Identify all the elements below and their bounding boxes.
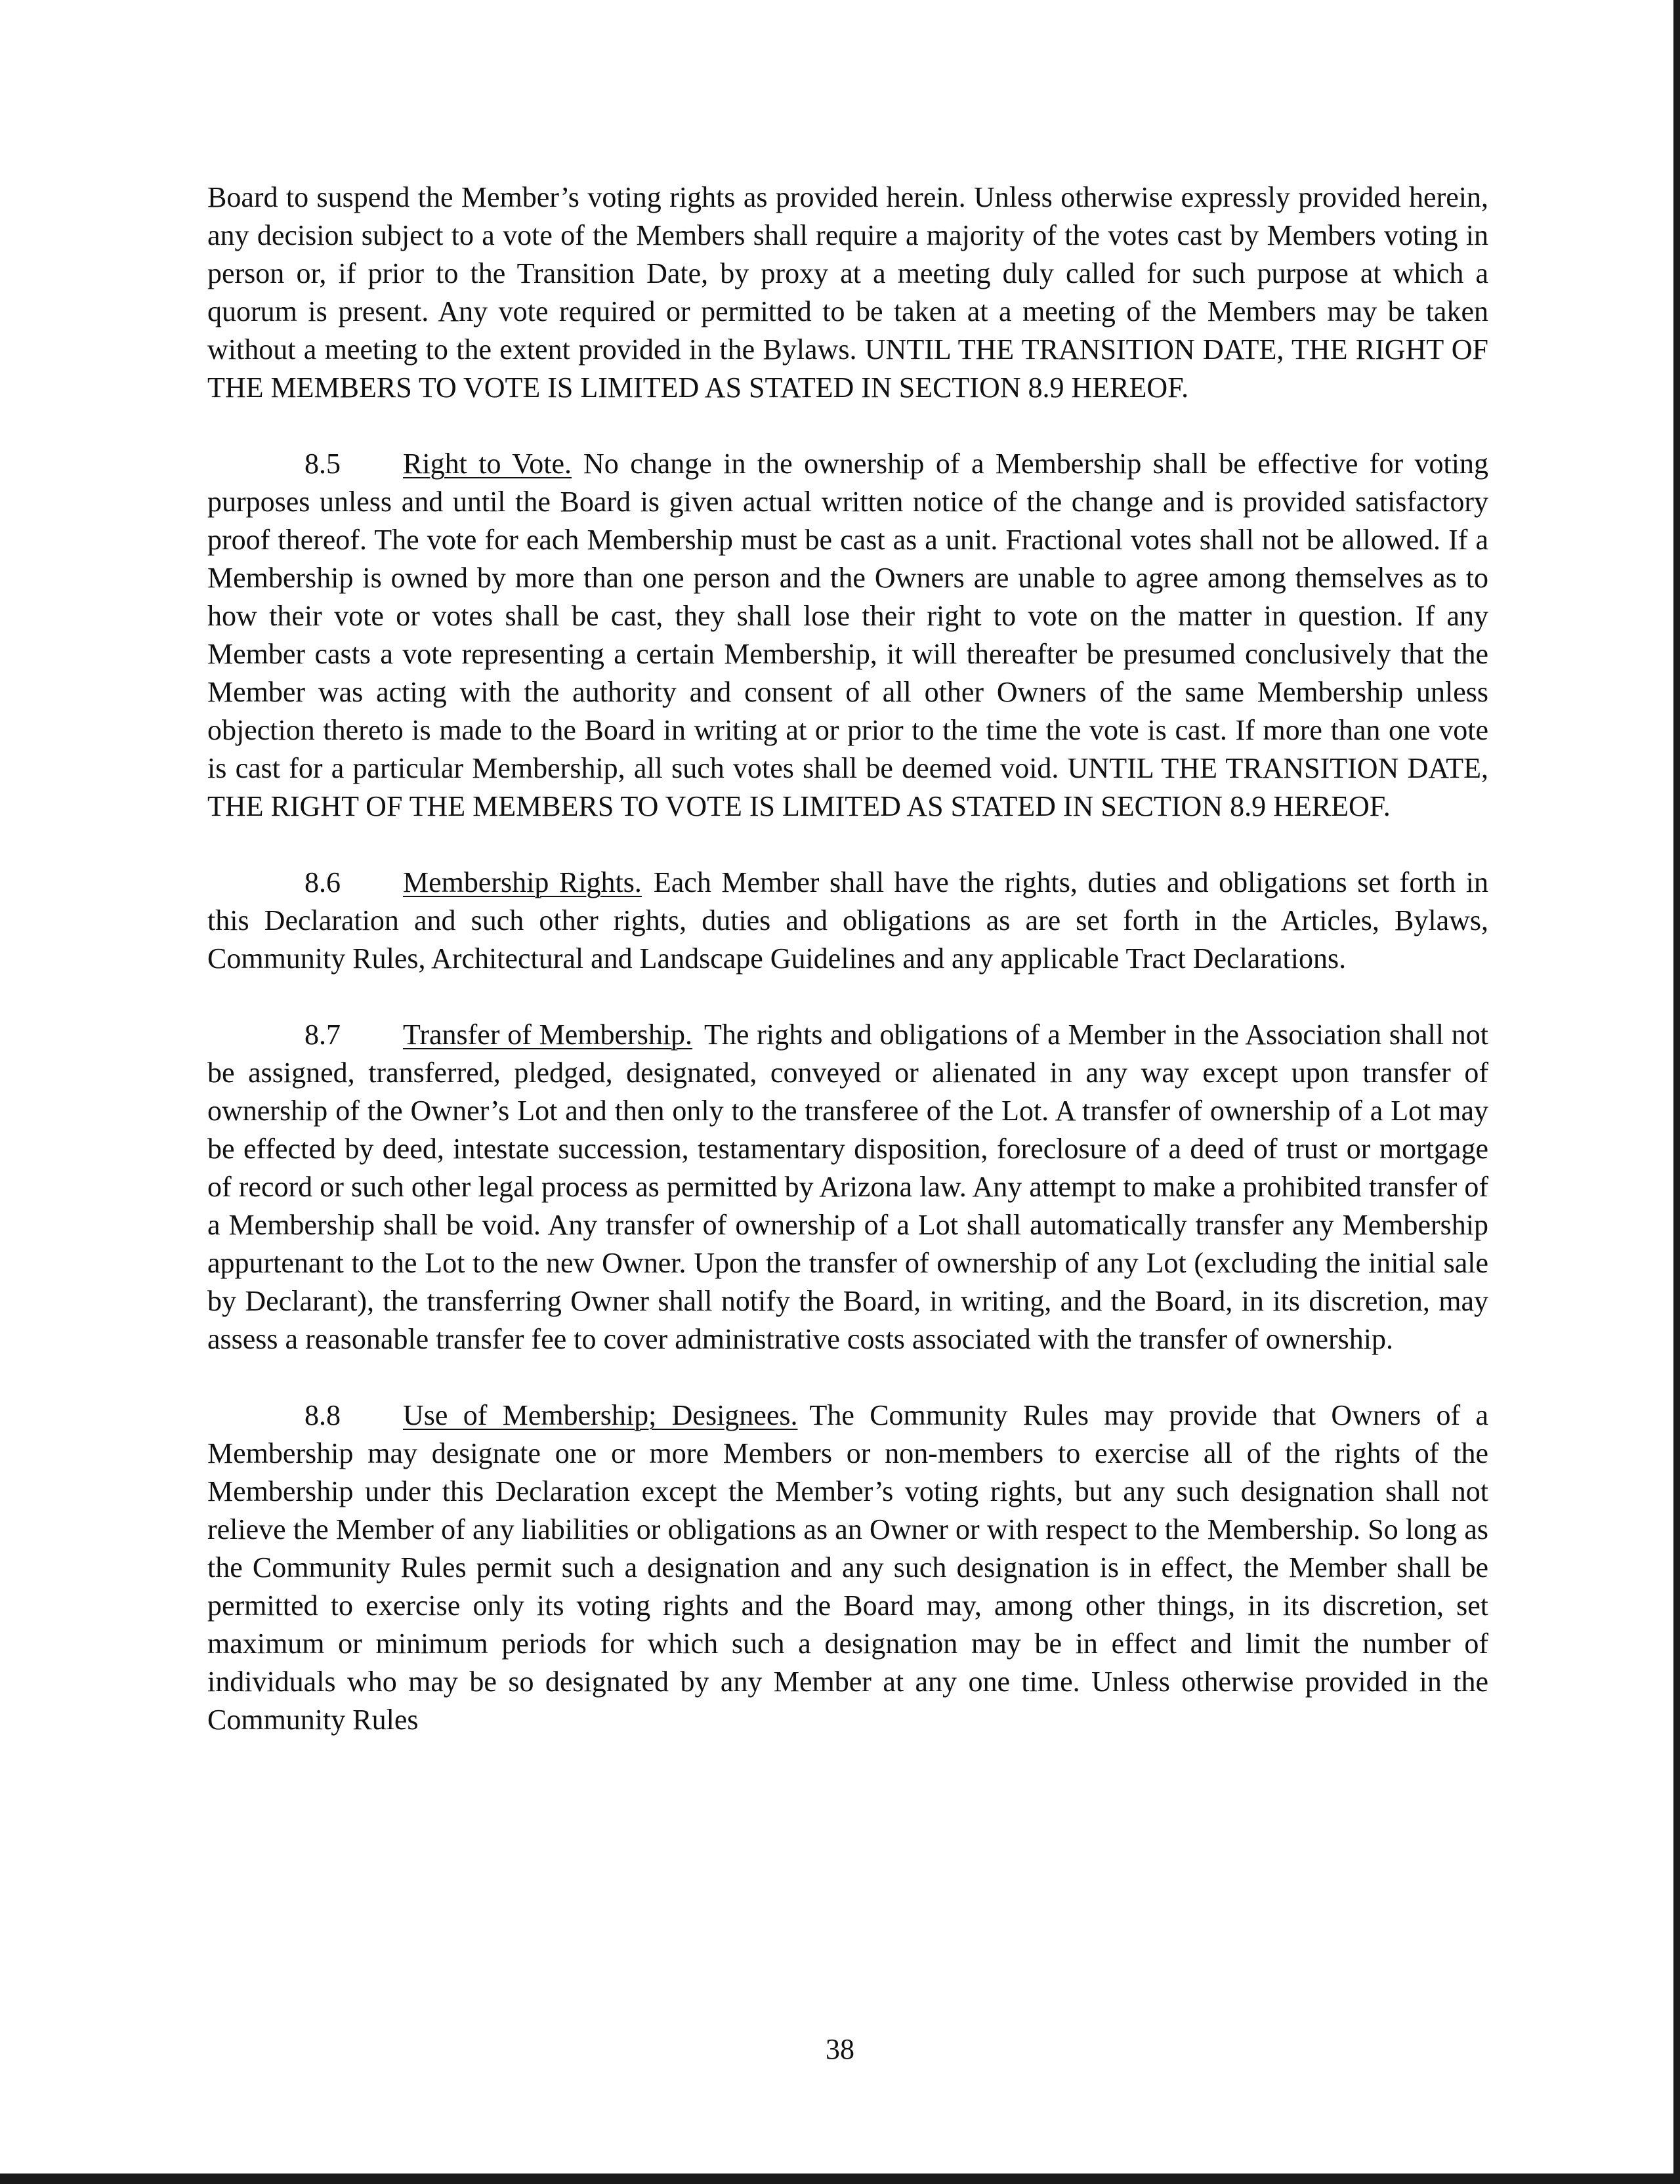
section-title: Right to Vote. [403, 448, 572, 480]
section-number: 8.5 [304, 448, 341, 480]
document-body [207, 178, 1488, 1777]
page-number: 38 [826, 2033, 854, 2065]
section-number: 8.6 [304, 866, 341, 898]
section-title: Transfer of Membership. [403, 1018, 693, 1051]
section-body: Each Member shall have the rights, duties and obligations set forth in this Declaration and such other rights, duties and obligations as are set forth in the Articles, Bylaws, Community Rules, Architectural and Landscape Guidelines and any applicable Tract Declarations. [207, 866, 1488, 975]
section-number: 8.8 [304, 1399, 341, 1431]
section-title: Membership Rights. [403, 866, 642, 898]
section-number: 8.7 [304, 1018, 341, 1051]
opening-paragraph: Board to suspend the Member’s voting rights as provided herein. Unless otherwise expressly provided herein, any decision subject to a vote of the Members shall require a majority of the votes cast by Members voting in person or, if prior to the Transition Date, by proxy at a meeting duly called for such purpose at which a quorum is present. Any vote required or permitted to be taken at a meeting of the Members may be taken without a meeting to the extent provided in the Bylaws. UNTIL THE TRANSITION DATE, THE RIGHT OF THE MEMBERS TO VOTE IS LIMITED AS STATED IN SECTION 8.9 HEREOF. [207, 181, 1488, 404]
scan-border-bottom [0, 2174, 1680, 2184]
section-8-5 [207, 445, 1488, 826]
section-body: The Community Rules may provide that Owners of a Membership may designate one or more Members or non-members to exercise all of the rights of the Membership under this Declaration except the Member’s voting rights, but any such designation shall not relieve the Member of any liabilities or obligations as an Owner or with respect to the Membership. So long as the Community Rules permit such a designation and any such designation is in effect, the Member shall be permitted to exercise only its voting rights and the Board may, among other things, in its discretion, set maximum or minimum periods for which such a designation may be in effect and limit the number of individuals who may be so designated by any Member at any one time. Unless otherwise provided in the Community Rules [207, 1399, 1489, 1736]
section-8-7 [207, 1016, 1488, 1358]
section-8-8 [207, 1396, 1488, 1739]
section-body: The rights and obligations of a Member in the Association shall not be assigned, transferred, pledged, designated, conveyed or alienated in any way except upon transfer of ownership of the Owner’s Lot and then only to the transferee of the Lot. A transfer of ownership of a Lot may be effected by deed, intestate succession, testamentary disposition, foreclosure of a deed of trust or mortgage of record or such other legal process as permitted by Arizona law. Any attempt to make a prohibited transfer of a Membership shall be void. Any transfer of ownership of a Lot shall automatically transfer any Membership appurtenant to the Lot to the new Owner. Upon the transfer of ownership of any Lot (excluding the initial sale by Declarant), the transferring Owner shall notify the Board, in writing, and the Board, in its discretion, may assess a reasonable transfer fee to cover administrative costs associated with the transfer of ownership. [207, 1018, 1488, 1355]
section-title: Use of Membership; Designees. [403, 1399, 798, 1431]
section-body: No change in the ownership of a Membership shall be effective for voting purposes unless and until the Board is given actual written notice of the change and is provided satisfactory proof thereof. The vote for each Membership must be cast as a unit. Fractional votes shall not be allowed. If a Membership is owned by more than one person and the Owners are unable to agree among themselves as to how their vote or votes shall be cast, they shall lose their right to vote on the matter in question. If any Member casts a vote representing a certain Membership, it will thereafter be presumed conclusively that the Member was acting with the authority and consent of all other Owners of the same Membership unless objection thereto is made to the Board in writing at or prior to the time the vote is cast. If more than one vote is cast for a particular Membership, all such votes shall be deemed void. UNTIL THE TRANSITION DATE, THE RIGHT OF THE MEMBERS TO VOTE IS LIMITED AS STATED IN SECTION 8.9 HEREOF. [207, 448, 1488, 822]
scan-border-right [1673, 0, 1680, 2184]
section-8-6 [207, 864, 1488, 978]
